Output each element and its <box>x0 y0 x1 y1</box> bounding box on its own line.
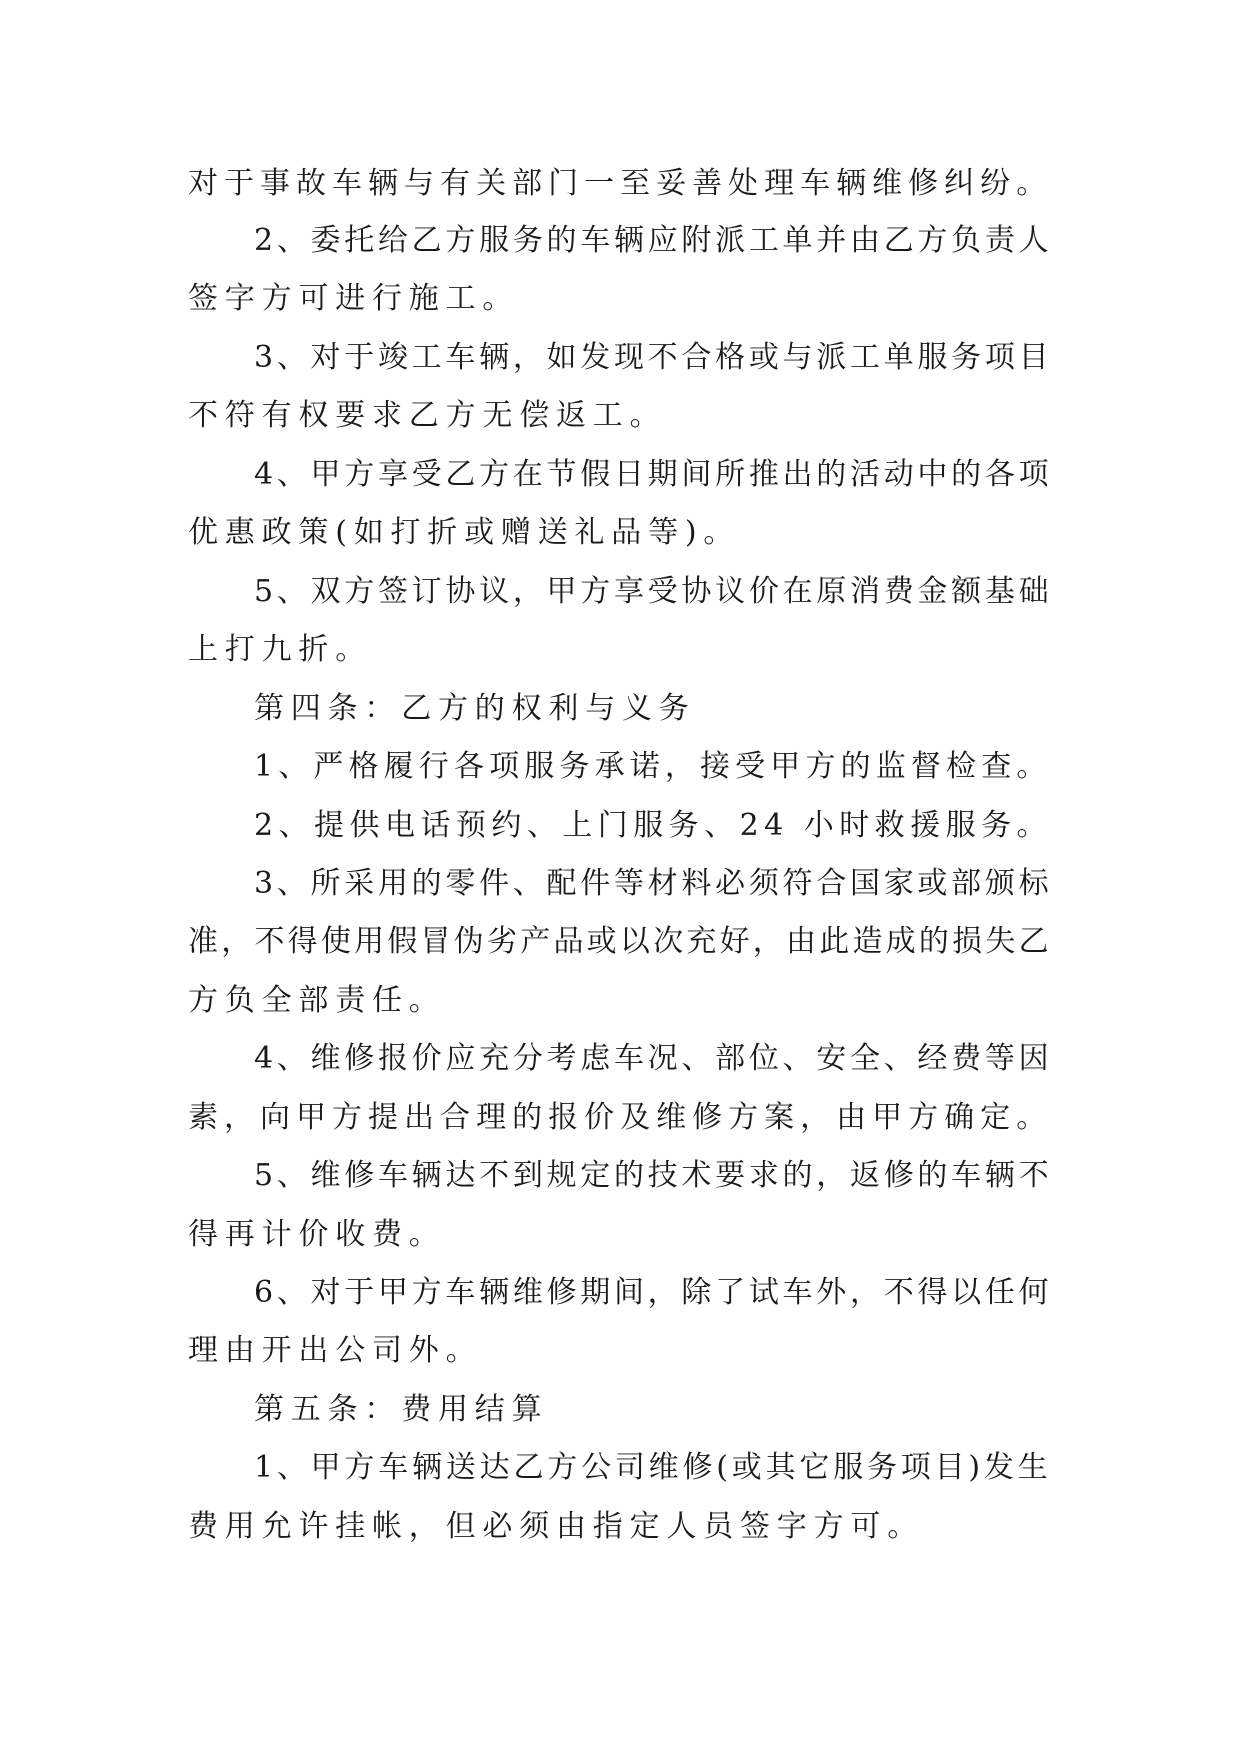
text-line: 5、维修车辆达不到规定的技术要求的，返修的车辆不 <box>254 1158 1053 1193</box>
text-line: 理由开出公司外。 <box>188 1333 483 1368</box>
text-line: 签字方可进行施工。 <box>188 281 520 316</box>
text-line: 优惠政策(如打折或赠送礼品等)。 <box>188 515 741 550</box>
text-line: 1、甲方车辆送达乙方公司维修(或其它服务项目)发生 <box>254 1450 1052 1485</box>
text-line: 1、严格履行各项服务承诺，接受甲方的监督检查。 <box>254 749 1052 784</box>
text-line: 方负全部责任。 <box>188 983 446 1018</box>
text-line: 素，向甲方提出合理的报价及维修方案，由甲方确定。 <box>188 1100 1053 1135</box>
text-line: 6、对于甲方车辆维修期间，除了试车外，不得以任何 <box>254 1275 1053 1310</box>
text-line: 2、委托给乙方服务的车辆应附派工单并由乙方负责人 <box>254 223 1053 258</box>
text-line: 3、所采用的零件、配件等材料必须符合国家或部颁标 <box>254 866 1053 901</box>
text-line: 4、维修报价应充分考虑车况、部位、安全、经费等因 <box>254 1041 1053 1076</box>
text-line: 得再计价收费。 <box>188 1217 446 1252</box>
section-heading: 第五条：费用结算 <box>254 1392 549 1427</box>
section-heading: 第四条：乙方的权利与义务 <box>254 691 696 726</box>
text-line: 4、甲方享受乙方在节假日期间所推出的活动中的各项 <box>254 457 1053 492</box>
text-line: 上打九折。 <box>188 632 372 667</box>
text-line: 费用允许挂帐，但必须由指定人员签字方可。 <box>188 1509 924 1544</box>
text-line: 准，不得使用假冒伪劣产品或以次充好，由此造成的损失乙 <box>188 924 1052 959</box>
text-line: 对于事故车辆与有关部门一至妥善处理车辆维修纠纷。 <box>188 166 1053 201</box>
text-line: 2、提供电话预约、上门服务、24 小时救援服务。 <box>254 808 1052 843</box>
text-line: 3、对于竣工车辆，如发现不合格或与派工单服务项目 <box>254 340 1053 375</box>
text-line: 5、双方签订协议，甲方享受协议价在原消费金额基础 <box>254 574 1053 609</box>
text-line: 不符有权要求乙方无偿返工。 <box>188 398 667 433</box>
